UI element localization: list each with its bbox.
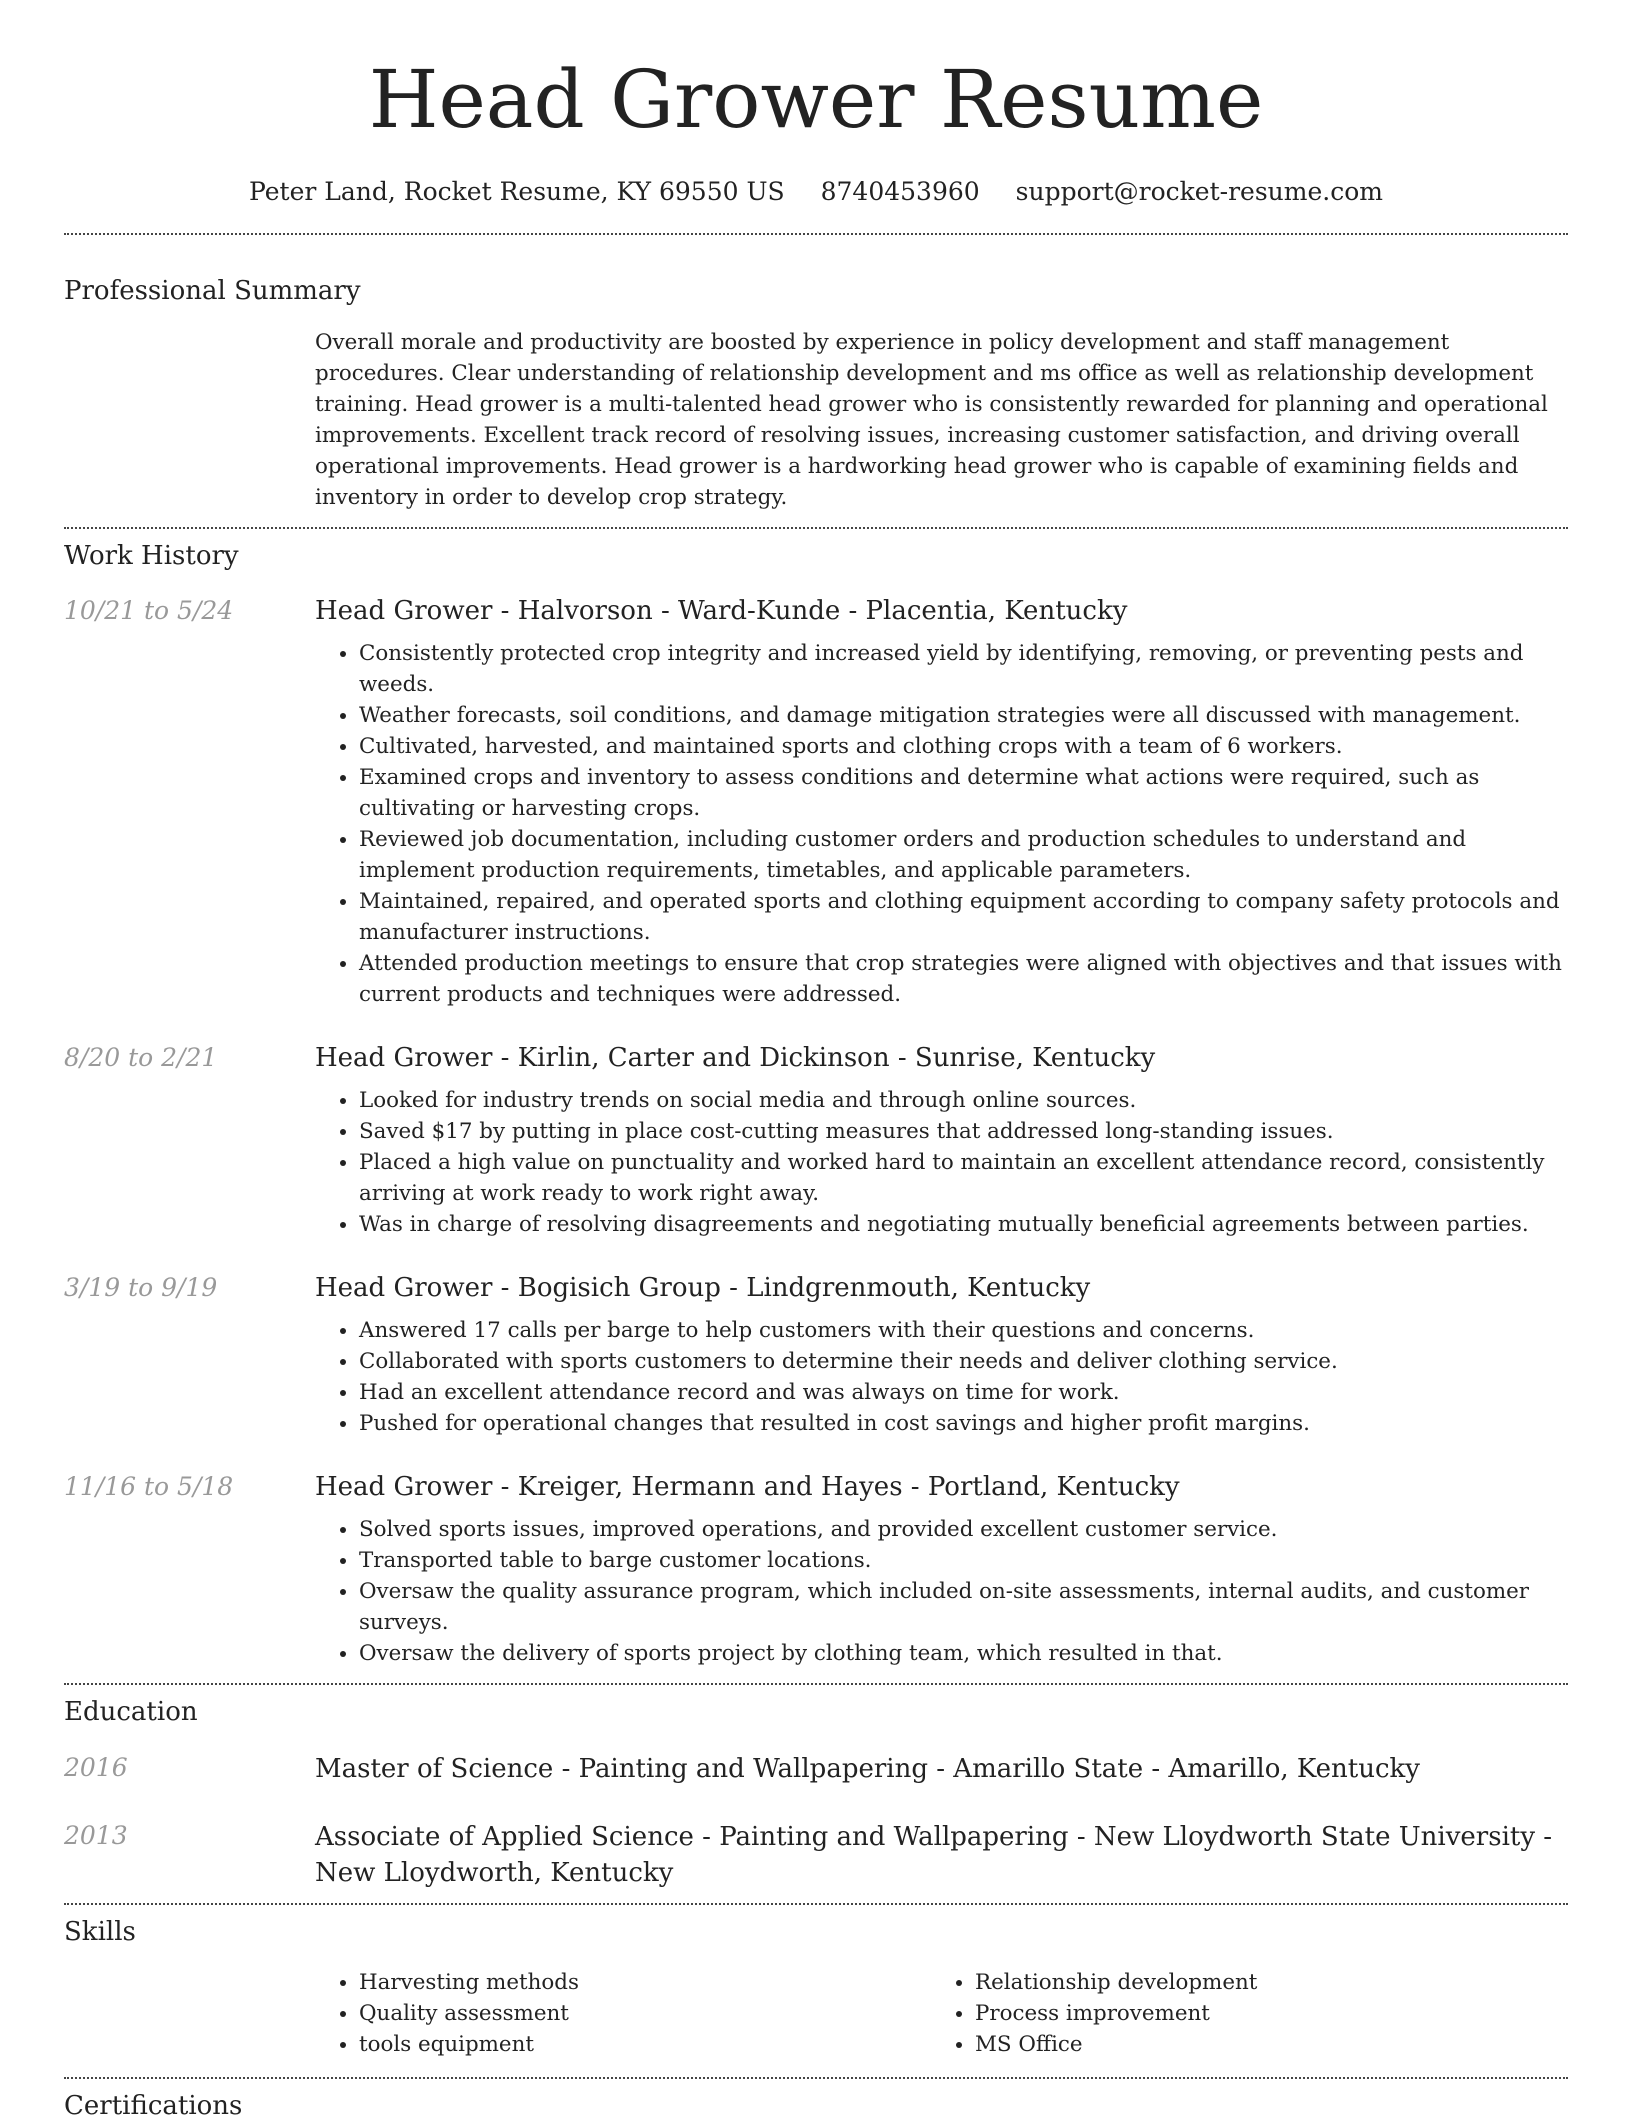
job-entry xyxy=(64,1041,1568,1240)
resume-page xyxy=(64,0,1568,2123)
job-bullet: • Examined crops and inventory to assess conditions and determine what actions were required, such as cultivating or harvesting crops. xyxy=(359,762,1568,824)
job-dates: 11/16 to 5/18 xyxy=(64,1472,234,1501)
job-bullet: • Solved sports issues, improved operations, and provided excellent customer service. xyxy=(359,1514,1568,1545)
divider xyxy=(64,2077,1568,2079)
contact-line xyxy=(64,176,1568,208)
section-heading-work: Work History xyxy=(64,541,239,571)
section-heading-summary: Professional Summary xyxy=(64,276,361,306)
divider xyxy=(64,527,1568,529)
job-bullets xyxy=(315,1514,1568,1669)
divider xyxy=(64,233,1568,235)
resume-title: Head Grower Resume xyxy=(368,53,1264,146)
job-dates: 8/20 to 2/21 xyxy=(64,1043,218,1072)
contact-phone: 8740453960 xyxy=(820,177,980,206)
job-entry xyxy=(64,1271,1568,1439)
section-heading-skills: Skills xyxy=(64,1917,136,1947)
job-title: Head Grower - Kirlin, Carter and Dickinson - Sunrise, Kentucky xyxy=(315,1043,1156,1073)
education-year: 2013 xyxy=(64,1821,128,1850)
skill-item: • Process improvement xyxy=(975,1998,1547,2029)
job-bullet: • Cultivated, harvested, and maintained sports and clothing crops with a team of 6 workers. xyxy=(359,731,1568,762)
divider xyxy=(64,1683,1568,1685)
section-work-history xyxy=(64,539,1568,1669)
job-bullet: • Attended production meetings to ensure that crop strategies were aligned with objectives and that issues with current products and techniques were addressed. xyxy=(359,948,1568,1010)
job-dates: 10/21 to 5/24 xyxy=(64,596,234,625)
job-bullet: • Consistently protected crop integrity and increased yield by identifying, removing, or preventing pests and weeds. xyxy=(359,638,1568,700)
job-bullet: • Maintained, repaired, and operated sports and clothing equipment according to company safety protocols and manufacturer instructions. xyxy=(359,886,1568,948)
skill-item: • Relationship development xyxy=(975,1967,1547,1998)
education-title: Master of Science - Painting and Wallpapering - Amarillo State - Amarillo, Kentucky xyxy=(315,1754,1420,1784)
job-title: Head Grower - Halvorson - Ward-Kunde - Placentia, Kentucky xyxy=(315,596,1128,626)
job-bullet: • Pushed for operational changes that resulted in cost savings and higher profit margins. xyxy=(359,1408,1568,1439)
job-bullet: • Saved $17 by putting in place cost-cutting measures that addressed long-standing issues. xyxy=(359,1116,1568,1147)
job-title: Head Grower - Kreiger, Hermann and Hayes - Portland, Kentucky xyxy=(315,1472,1180,1502)
section-heading-education: Education xyxy=(64,1697,198,1727)
divider xyxy=(64,1903,1568,1905)
contact-email: support@rocket-resume.com xyxy=(1015,177,1383,206)
skills-list-right xyxy=(931,1967,1547,2060)
job-entry xyxy=(64,1470,1568,1669)
skill-item: • Harvesting methods xyxy=(359,1967,931,1998)
section-heading-certifications: Certifications xyxy=(64,2091,243,2121)
skill-item: • Quality assessment xyxy=(359,1998,931,2029)
job-bullets xyxy=(315,1085,1568,1240)
section-certifications xyxy=(64,2089,1568,2123)
section-education xyxy=(64,1695,1568,1891)
job-bullet: • Weather forecasts, soil conditions, and damage mitigation strategies were all discussed with management. xyxy=(359,700,1568,731)
job-dates: 3/19 to 9/19 xyxy=(64,1273,218,1302)
section-summary xyxy=(64,274,1568,513)
job-bullet: • Oversaw the delivery of sports project by clothing team, which resulted in that. xyxy=(359,1638,1568,1669)
job-bullet: • Looked for industry trends on social media and through online sources. xyxy=(359,1085,1568,1116)
job-bullet: • Transported table to barge customer locations. xyxy=(359,1545,1568,1576)
job-title: Head Grower - Bogisich Group - Lindgrenmouth, Kentucky xyxy=(315,1273,1091,1303)
skill-item: • tools equipment xyxy=(359,2029,931,2060)
education-entry xyxy=(64,1819,1568,1891)
education-entry xyxy=(64,1751,1568,1787)
job-bullet: • Placed a high value on punctuality and worked hard to maintain an excellent attendance record, consistently arriving at work ready to work right away. xyxy=(359,1147,1568,1209)
job-bullet: • Answered 17 calls per barge to help customers with their questions and concerns. xyxy=(359,1315,1568,1346)
contact-address: Peter Land, Rocket Resume, KY 69550 US xyxy=(249,177,785,206)
job-bullets xyxy=(315,1315,1568,1439)
job-bullet: • Oversaw the quality assurance program, which included on-site assessments, internal audits, and customer surveys. xyxy=(359,1576,1568,1638)
job-entry xyxy=(64,594,1568,1010)
education-year: 2016 xyxy=(64,1753,128,1782)
job-bullet: • Collaborated with sports customers to determine their needs and deliver clothing service. xyxy=(359,1346,1568,1377)
job-bullet: • Was in charge of resolving disagreements and negotiating mutually beneficial agreements between parties. xyxy=(359,1209,1568,1240)
skill-item: • MS Office xyxy=(975,2029,1547,2060)
skills-list-left xyxy=(315,1967,931,2060)
education-title: Associate of Applied Science - Painting and Wallpapering - New Lloydworth State University - New Lloydworth, Kentucky xyxy=(315,1822,1553,1888)
job-bullet: • Reviewed job documentation, including customer orders and production schedules to understand and implement production requirements, timetables, and applicable parameters. xyxy=(359,824,1568,886)
section-skills xyxy=(64,1915,1568,2060)
job-bullet: • Had an excellent attendance record and was always on time for work. xyxy=(359,1377,1568,1408)
job-bullets xyxy=(315,638,1568,1010)
summary-text: Overall morale and productivity are boosted by experience in policy development and staff management procedures. Clear understanding of relationship development and ms office as well as relationship development training. Head grower is a multi-talented head grower who is consistently rewarded for planning and operational improvements. Excellent track record of resolving issues, increasing customer satisfaction, and driving overall operational improvements. Head grower is a hardworking head grower who is capable of examining fields and inventory in order to develop crop strategy. xyxy=(315,330,1548,510)
